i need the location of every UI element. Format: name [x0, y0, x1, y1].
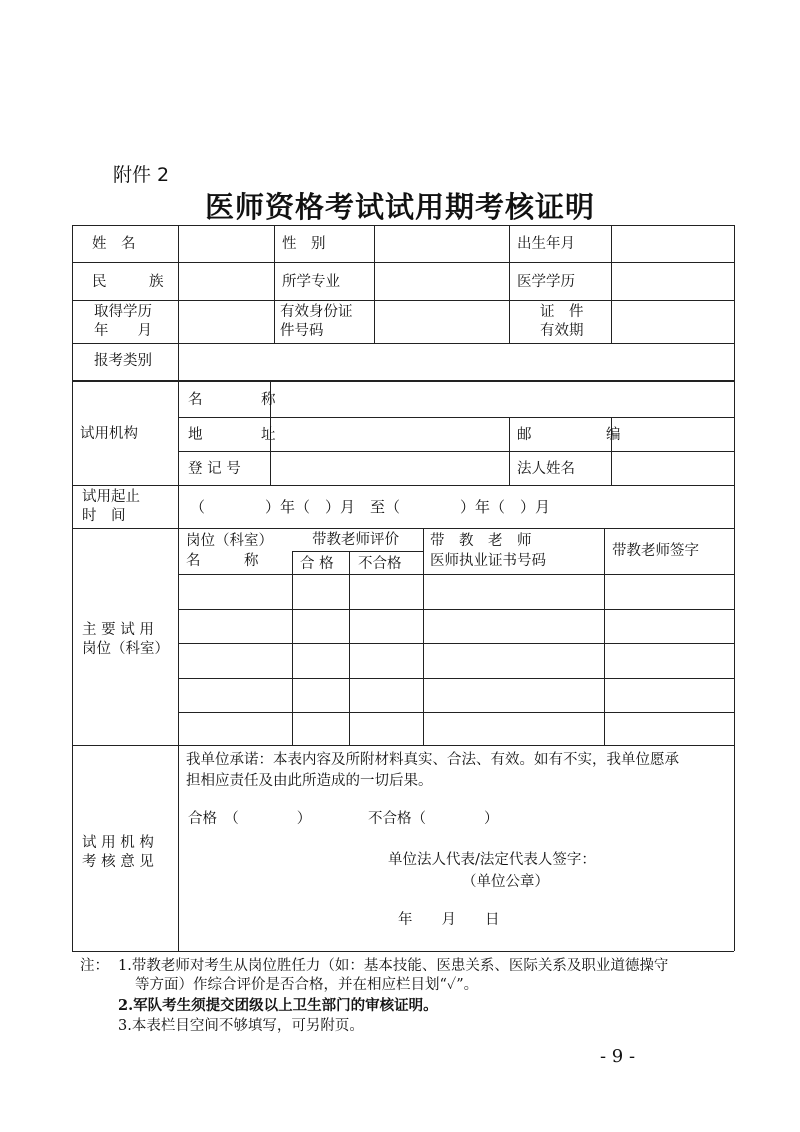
exam-category-field[interactable] — [179, 344, 733, 379]
institution-name-label: 名 称 — [188, 392, 298, 408]
reg-no-label: 登 记 号 — [188, 461, 241, 477]
post-row[interactable] — [179, 679, 733, 711]
legal-person-field[interactable] — [612, 452, 733, 484]
id-valid-label-2: 有效期 — [540, 323, 584, 339]
degree-date-label-2: 年 月 — [94, 323, 152, 339]
post-row[interactable] — [179, 713, 733, 744]
notes-prefix: 注： — [80, 958, 109, 974]
institution-address-field[interactable] — [271, 418, 508, 450]
legal-person-label: 法人姓名 — [517, 461, 575, 477]
opinion-date[interactable]: 年 月 日 — [398, 912, 500, 928]
posts-section-label-2: 岗位（科室） — [82, 641, 169, 657]
major-field[interactable] — [375, 263, 508, 299]
note-1b: 等方面）作综合评价是否合格，并在相应栏目划“✓”。 — [135, 977, 479, 993]
page-number: - 9 - — [600, 1046, 636, 1067]
institution-section-label: 试用机构 — [80, 426, 138, 442]
col-post-1: 岗位（科室） — [186, 533, 273, 549]
medical-degree-field[interactable] — [612, 263, 733, 299]
id-valid-label-1: 证 件 — [540, 304, 584, 320]
period-label-1: 试用起止 — [82, 489, 140, 505]
ethnicity-field[interactable] — [179, 263, 273, 299]
pass-option[interactable]: 合格 （ ） — [188, 811, 312, 827]
id-number-field[interactable] — [375, 301, 508, 342]
col-fail: 不合格 — [358, 556, 402, 572]
promise-text-2: 担相应责任及由此所造成的一切后果。 — [186, 773, 433, 789]
id-number-label-2: 件号码 — [280, 323, 324, 339]
major-label: 所学专业 — [282, 274, 340, 290]
id-number-label-1: 有效身份证 — [280, 304, 353, 320]
medical-degree-label: 医学学历 — [517, 274, 575, 290]
note-1a: 1.带教老师对考生从岗位胜任力（如：基本技能、医患关系、医际关系及职业道德操守 — [118, 958, 669, 974]
opinion-section-label-1: 试 用 机 构 — [82, 835, 154, 851]
promise-text-1: 我单位承诺：本表内容及所附材料真实、合法、有效。如有不实，我单位愿承 — [186, 752, 679, 768]
postcode-label: 邮 编 — [517, 427, 651, 443]
note-2: 2.军队考生须提交团级以上卫生部门的审核证明。 — [118, 997, 438, 1014]
institution-name-field[interactable] — [271, 381, 733, 416]
postcode-field[interactable] — [612, 418, 733, 450]
note-3: 3.本表栏目空间不够填写，可另附页。 — [118, 1018, 364, 1034]
post-row[interactable] — [179, 610, 733, 642]
col-pass: 合 格 — [300, 556, 334, 572]
birth-field[interactable] — [612, 226, 733, 261]
page-title: 医师资格考试试用期考核证明 — [204, 190, 595, 224]
fail-option[interactable]: 不合格（ ） — [368, 811, 499, 827]
col-sign: 带教老师签字 — [612, 543, 699, 559]
col-cert-2: 医师执业证书号码 — [430, 553, 546, 569]
gender-field[interactable] — [375, 226, 508, 261]
col-cert-1: 带 教 老 师 — [430, 533, 532, 549]
birth-label: 出生年月 — [517, 236, 575, 252]
reg-no-field[interactable] — [271, 452, 508, 484]
degree-date-field[interactable] — [179, 301, 273, 342]
exam-category-label: 报考类别 — [94, 353, 152, 369]
legal-rep-signature[interactable]: 单位法人代表/法定代表人签字： — [388, 852, 596, 868]
gender-label: 性 别 — [282, 236, 326, 252]
ethnicity-label: 民 族 — [92, 274, 178, 290]
opinion-section-label-2: 考 核 意 见 — [82, 854, 154, 870]
col-eval: 带教老师评价 — [312, 532, 399, 548]
unit-seal: （单位公章） — [462, 874, 549, 890]
name-label: 姓 名 — [92, 236, 136, 252]
name-field[interactable] — [179, 226, 273, 261]
attachment-label: 附件 2 — [113, 164, 170, 186]
degree-date-label-1: 取得学历 — [94, 304, 152, 320]
post-row[interactable] — [179, 575, 733, 608]
period-label-2: 时 间 — [82, 508, 126, 524]
id-valid-field[interactable] — [612, 301, 733, 342]
period-text[interactable]: （ ）年（ ）月 至（ ）年（ ）月 — [190, 498, 551, 516]
col-post-2: 名 称 — [186, 553, 259, 569]
institution-address-label: 地 址 — [188, 427, 298, 443]
posts-section-label-1: 主 要 试 用 — [82, 622, 154, 638]
post-row[interactable] — [179, 644, 733, 677]
